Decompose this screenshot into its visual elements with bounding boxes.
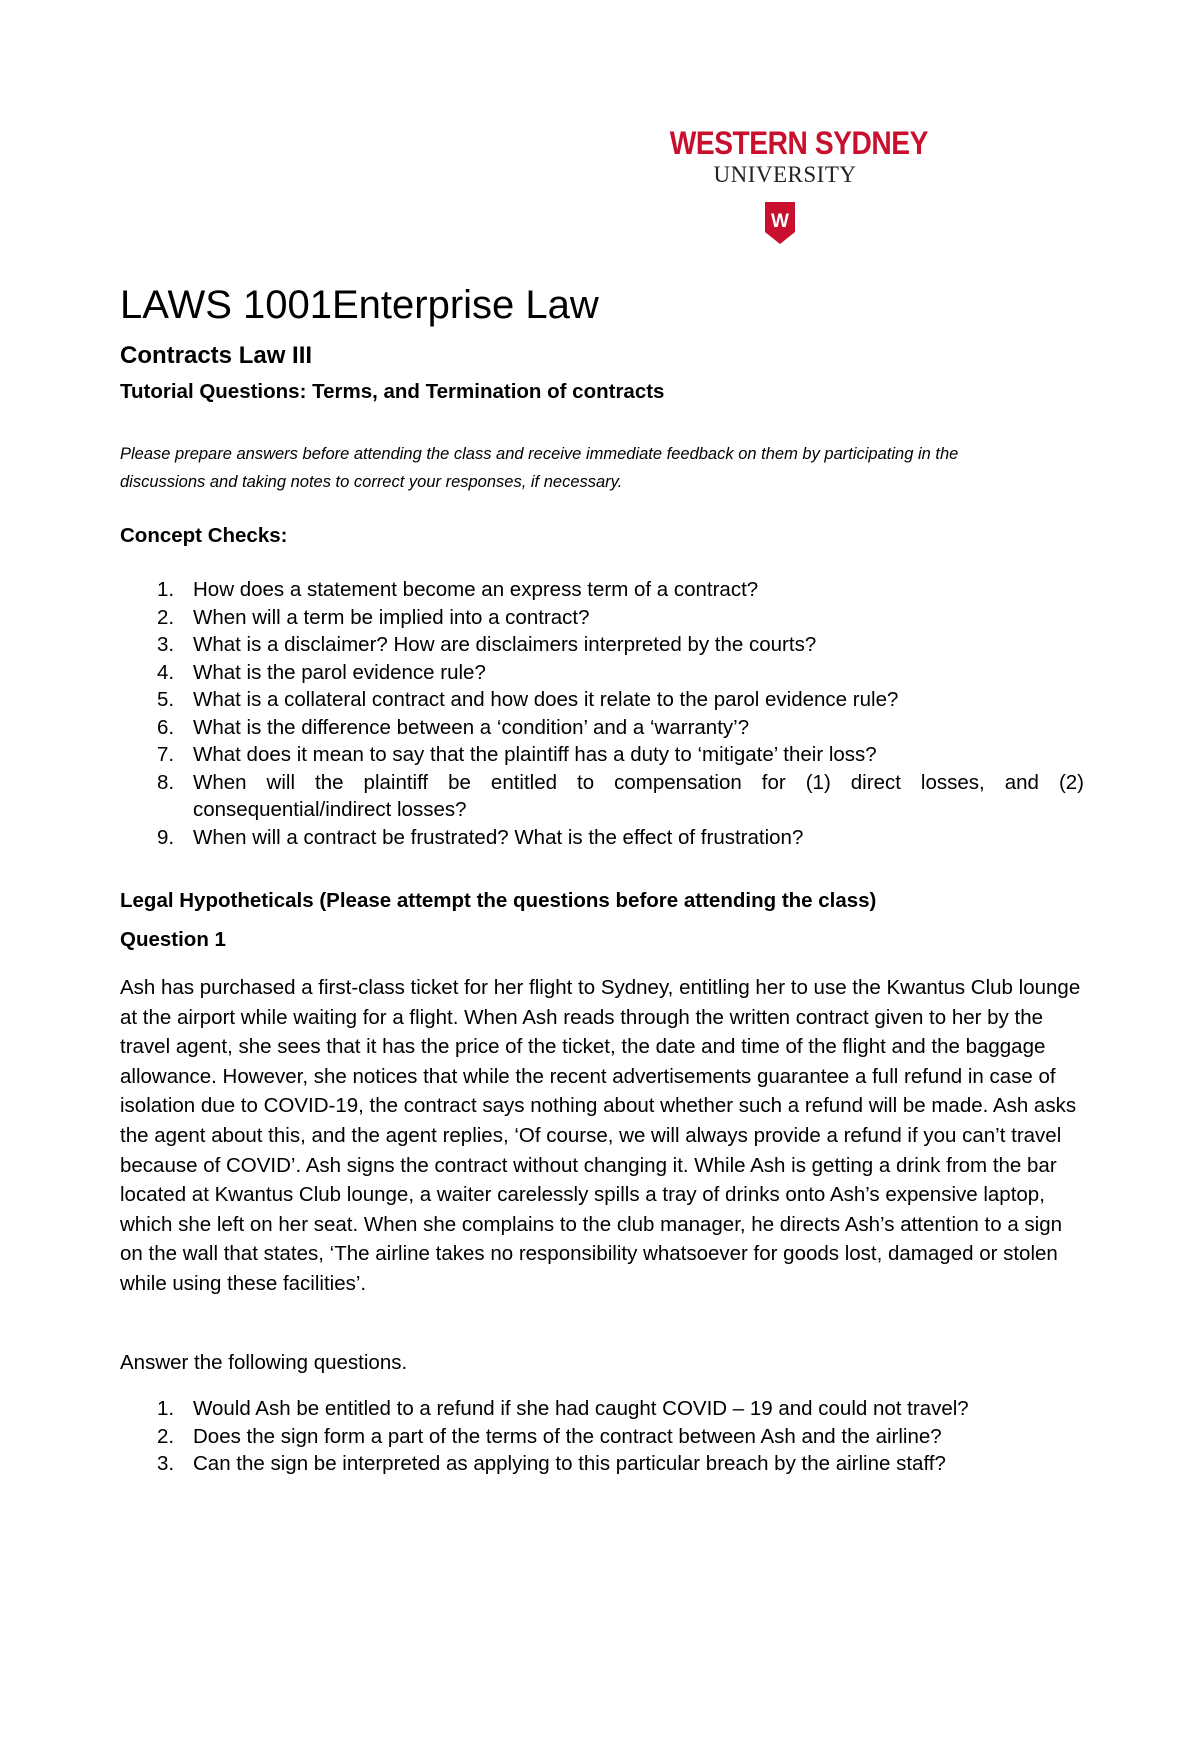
- list-item: [0, 659, 1084, 687]
- list-number: 7.: [157, 743, 175, 766]
- shield-letter: W: [771, 211, 789, 232]
- list-number: 8.: [157, 770, 175, 794]
- list-item: [0, 1395, 1084, 1423]
- list-item-text: When will a term be implied into a contract?: [193, 605, 590, 629]
- list-number: 1.: [157, 1397, 175, 1420]
- concept-checks-list: [0, 576, 1084, 851]
- answer-prompt: Answer the following questions.: [120, 1351, 408, 1374]
- university-logo: [654, 125, 928, 232]
- list-number: 9.: [157, 825, 175, 849]
- list-item-text: What does it mean to say that the plaintiff has a duty to ‘mitigate’ their loss?: [193, 743, 877, 766]
- list-item-text: What is a collateral contract and how does it relate to the parol evidence rule?: [193, 688, 899, 711]
- scenario-paragraph: Ash has purchased a first-class ticket for her flight to Sydney, entitling her to use the Kwantus Club lounge at the airport while waiting for a flight. When Ash reads through the written contract given to her by the travel agent, she sees that it has the price of the ticket, the date and time of the flight and the baggage allowance. However, she notices that while the recent advertisements guarantee a full refund in case of isolation due to COVID-19, the contract says nothing about whether such a refund will be made. Ash asks the agent about this, and the agent replies, ‘Of course, we will always provide a refund if you can’t travel because of COVID’. Ash signs the contract without changing it. While Ash is getting a drink from the bar located at Kwantus Club lounge, a waiter carelessly spills a tray of drinks onto Ash’s expensive laptop, which she left on her seat. When she complains to the club manager, he directs Ash’s attention to a sign on the wall that states, ‘The airline takes no responsibility whatsoever for goods lost, damaged or stolen while using these facilities’.: [120, 976, 1081, 1295]
- list-item-text: Would Ash be entitled to a refund if she had caught COVID – 19 and could not travel?: [193, 1397, 969, 1420]
- list-number: 3.: [157, 1452, 175, 1475]
- tutorial-heading: Tutorial Questions: Terms, and Termination of contracts: [120, 380, 665, 403]
- instructions-text: Please prepare answers before attending the class and receive immediate feedback on them by participating in the discussions and taking notes to correct your responses, if necessary.: [120, 445, 959, 491]
- list-item: [0, 686, 1084, 714]
- list-number: 4.: [157, 660, 175, 684]
- list-number: 5.: [157, 688, 175, 711]
- list-number: 3.: [157, 633, 175, 656]
- list-item: [0, 604, 1084, 632]
- list-item-text: When will the plaintiff be entitled to compensation for (1) direct losses, and (2) consequential/indirect losses?: [193, 770, 1084, 821]
- logo-subwordmark: UNIVERSITY: [713, 162, 857, 187]
- concept-checks-heading: Concept Checks:: [120, 524, 288, 547]
- list-item-text: What is the parol evidence rule?: [193, 660, 486, 684]
- list-item-text: What is the difference between a ‘condition’ and a ‘warranty’?: [193, 715, 750, 739]
- list-item: [0, 769, 1084, 824]
- list-number: 6.: [157, 715, 175, 739]
- list-item-text: How does a statement become an express term of a contract?: [193, 578, 759, 601]
- logo-wordmark: WESTERN SYDNEY: [669, 125, 928, 161]
- shield-icon: [765, 202, 795, 244]
- list-item-text: Can the sign be interpreted as applying to this particular breach by the airline staff?: [193, 1452, 946, 1475]
- list-item: [0, 576, 1084, 604]
- list-item: [0, 714, 1084, 742]
- list-item-text: Does the sign form a part of the terms of the contract between Ash and the airline?: [193, 1424, 942, 1448]
- hypothetical-questions-list: [0, 1395, 1084, 1478]
- list-item: [0, 741, 1084, 769]
- list-number: 2.: [157, 605, 175, 629]
- legal-hypotheticals-heading: Legal Hypotheticals (Please attempt the questions before attending the class): [120, 889, 877, 912]
- list-item: [0, 1423, 1084, 1451]
- list-item: [0, 824, 1084, 852]
- list-number: 1.: [157, 578, 175, 601]
- list-item: [0, 631, 1084, 659]
- list-item: [0, 1450, 1084, 1478]
- list-number: 2.: [157, 1424, 175, 1448]
- page-subtitle: Contracts Law III: [120, 342, 313, 369]
- question-heading: Question 1: [120, 928, 226, 951]
- list-item-text: What is a disclaimer? How are disclaimers interpreted by the courts?: [193, 633, 817, 656]
- list-item-text: When will a contract be frustrated? What is the effect of frustration?: [193, 825, 804, 849]
- page-title: LAWS 1001Enterprise Law: [120, 283, 599, 327]
